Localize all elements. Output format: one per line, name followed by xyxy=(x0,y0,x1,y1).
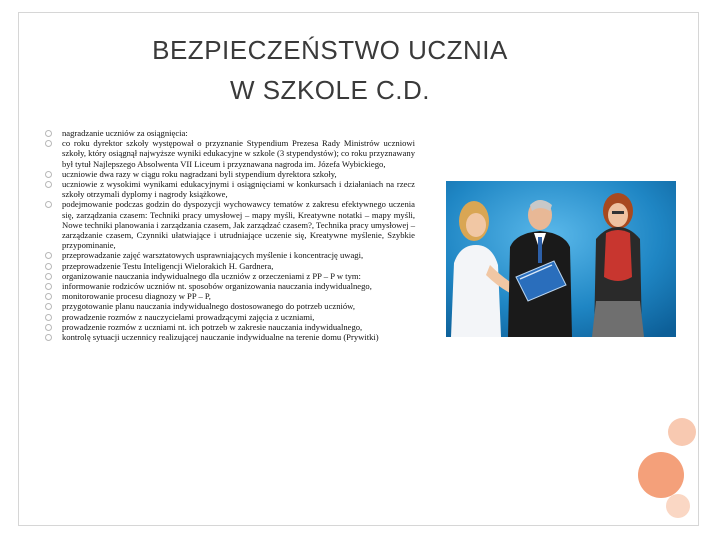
bullet-marker-icon xyxy=(45,171,52,178)
bullet-item xyxy=(45,128,415,138)
bullet-marker-icon xyxy=(45,314,52,321)
bullet-marker-icon xyxy=(45,140,52,147)
bullet-text: informowanie rodziców uczniów nt. sposobów organizowania nauczania indywidualnego, xyxy=(62,281,372,292)
bullet-item xyxy=(45,138,415,169)
bullet-list xyxy=(45,128,415,342)
bullet-item xyxy=(45,179,415,199)
bullet-marker-icon xyxy=(45,303,52,310)
bullet-item xyxy=(45,250,415,260)
bullet-item xyxy=(45,199,415,250)
bullet-marker-icon xyxy=(45,263,52,270)
bullet-text: przeprowadzenie Testu Inteligencji Wielorakich H. Gardnera, xyxy=(62,260,274,271)
bullet-item xyxy=(45,322,415,332)
bullet-marker-icon xyxy=(45,324,52,331)
bullet-item xyxy=(45,332,415,342)
bullet-item xyxy=(45,261,415,271)
bullet-text: przeprowadzanie zajęć warsztatowych usprawniających myślenie i koncentrację uwagi, xyxy=(62,250,364,261)
title-line-1: BEZPIECZEŃSTWO UCZNIA xyxy=(152,35,508,65)
title-line-2: W SZKOLE C.D. xyxy=(229,75,431,105)
bullet-text: kontrolę sytuacji uczennicy realizującej nauczanie indywidualne na terenie domu (Prywitki) xyxy=(62,332,379,343)
award-photo xyxy=(446,181,676,337)
slide-title xyxy=(90,30,570,110)
decorative-circle-pale xyxy=(666,494,690,518)
bullet-text: co roku dyrektor szkoły występował o przyznanie Stypendium Prezesa Rady Ministrów uczniowi szkoły, który osiągnął najwyższe wyniki edukacyjne w szkole (3 stypendystów); co roku przyznawany był tytuł Najlepszego Absolwenta VII Liceum i przyznawana nagroda im. Józefa Wybickiego, xyxy=(62,138,415,169)
bullet-text: prowadzenie rozmów z nauczycielami prowadzącymi zajęcia z uczniami, xyxy=(62,311,315,322)
bullet-marker-icon xyxy=(45,283,52,290)
bullet-marker-icon xyxy=(45,252,52,259)
bullet-marker-icon xyxy=(45,273,52,280)
bullet-text: nagradzanie uczniów za osiągnięcia: xyxy=(62,128,188,138)
bullet-item xyxy=(45,312,415,322)
bullet-text: organizowanie nauczania indywidualnego dla uczniów z orzeczeniami z PP – P w tym: xyxy=(62,270,361,281)
bullet-marker-icon xyxy=(45,293,52,300)
bullet-item xyxy=(45,271,415,281)
bullet-item xyxy=(45,301,415,311)
bullet-item xyxy=(45,169,415,179)
bullet-text: monitorowanie procesu diagnozy w PP – P, xyxy=(62,291,211,302)
bullet-marker-icon xyxy=(45,130,52,137)
bullet-item xyxy=(45,281,415,291)
bullet-text: prowadzenie rozmów z uczniami nt. ich potrzeb w zakresie nauczania indywidualnego, xyxy=(62,321,363,332)
bullet-item xyxy=(45,291,415,301)
bullet-text: uczniowie z wysokimi wynikami edukacyjnymi i osiągnięciami w konkursach i działaniach na rzecz szkoły otrzymali dyplomy i nagrody książkowe, xyxy=(62,179,415,200)
bullet-text: podejmowanie podczas godzin do dyspozycji wychowawcy tematów z zakresu efektywnego uczenia się, zarządzania czasem: Techniki pracy umysłowej – mapy myśli, Kreatywne notatki – mapy myśli, Nowe techniki planowania i zarządzania czasem, Jak zarządzać czasem?, Technika pracy umysłowej – zarządzanie czasem, Czynniki ułatwiające i utrudniające uczenie się, Kreatywne myślenie, Szybkie przypominanie, xyxy=(62,199,415,251)
bullet-text: przygotowanie planu nauczania indywidualnego dostosowanego do potrzeb uczniów, xyxy=(62,301,355,312)
bullet-marker-icon xyxy=(45,201,52,208)
bullet-text: uczniowie dwa razy w ciągu roku nagradzani byli stypendium dyrektora szkoły, xyxy=(62,168,337,179)
decorative-circle-small xyxy=(668,418,696,446)
award-ceremony-image xyxy=(446,181,676,337)
bullet-marker-icon xyxy=(45,334,52,341)
bullet-marker-icon xyxy=(45,181,52,188)
decorative-circle-large xyxy=(638,452,684,498)
